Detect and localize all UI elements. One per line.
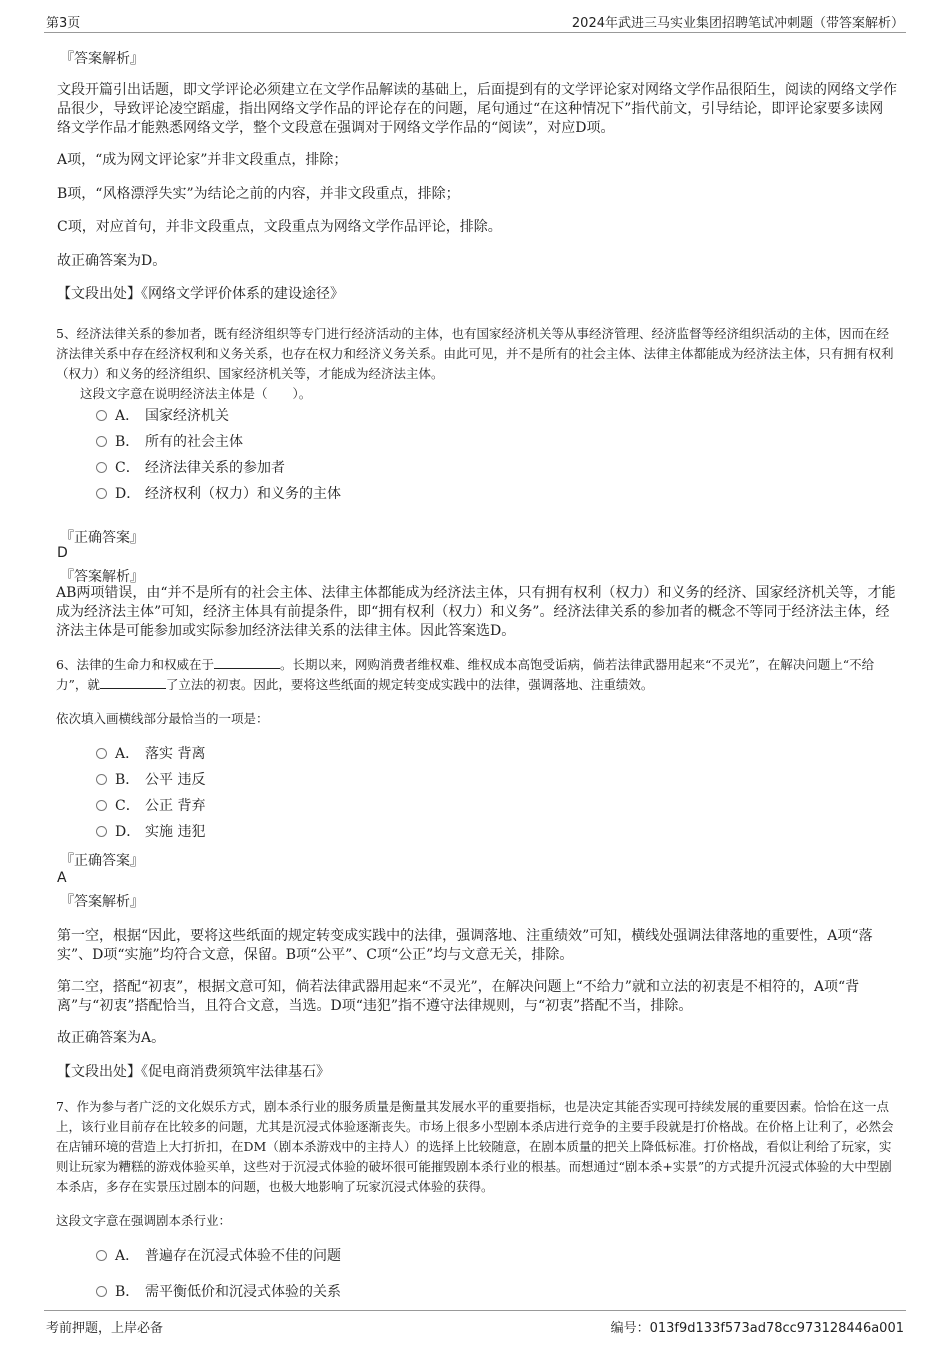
- analysis-option-c: C项，对应首句，并非文段重点，文段重点为网络文学作品评论，排除。: [57, 219, 502, 235]
- answer-label: 『正确答案』: [60, 853, 144, 869]
- radio-icon[interactable]: [96, 462, 107, 473]
- radio-icon[interactable]: [96, 436, 107, 447]
- radio-icon[interactable]: [96, 774, 107, 785]
- question-6-ask: 依次填入画横线部分最恰当的一项是：: [56, 711, 269, 726]
- answer-value: A: [57, 870, 67, 886]
- question-5-ask: 这段文字意在说明经济法主体是（ ）。: [80, 386, 312, 401]
- radio-icon[interactable]: [96, 488, 107, 499]
- q6-option-b[interactable]: B． 公平 违反: [96, 770, 205, 790]
- analysis-option-b: B项，“风格漂浮失实”为结论之前的内容，并非文段重点，排除；: [57, 186, 460, 202]
- question-5-stem: 5、经济法律关系的参加者，既有经济组织等专门进行经济活动的主体，也有国家经济机关等从事经济管理、经济监督等经济组织活动的主体，因而在经济法律关系中存在经济权利和义务关系，也存在权力和经济义务关系。由此可见，并不是所有的社会主体、法律主体都能成为经济法主体，只有拥有权利（权力）和义务的经济组织、国家经济机关等，才能成为经济法主体。: [56, 326, 894, 381]
- q5-option-c[interactable]: C． 经济法律关系的参加者: [96, 458, 285, 478]
- analysis-paragraph: 文段开篇引出话题，即文学评论必须建立在文学作品解读的基础上，后面提到有的文学评论家对网络文学作品很陌生，阅读的网络文学作品很少，导致评论凌空蹈虚，指出网络文学作品的评论存在的问题，尾句通过“在这种情况下”指代前文，引导结论，即评论家要多读网络文学作品才能熟悉网络文学，整个文段意在强调对于网络文学作品的“阅读”，对应D项。: [57, 82, 897, 136]
- conclusion: 故正确答案为D。: [57, 253, 167, 269]
- radio-icon[interactable]: [96, 1286, 107, 1297]
- blank-line: [214, 656, 280, 669]
- q7-option-a[interactable]: A． 普遍存在沉浸式体验不佳的问题: [96, 1246, 341, 1266]
- analysis-label: 『答案解析』: [60, 51, 144, 67]
- question-6-stem: 6、法律的生命力和权威在于 。长期以来，网购消费者维权难、维权成本高饱受诟病，倘若法律武器用起来“不灵光”，在解决问题上“不给力”，就 了立法的初衷。因此，要将这些纸面的规定转变成实践中的法律，强调落地、注重绩效。: [56, 657, 875, 692]
- document-title: 2024年武进三马实业集团招聘笔试冲刺题（带答案解析）: [571, 16, 904, 31]
- q5-option-d[interactable]: D． 经济权利（权力）和义务的主体: [96, 484, 341, 504]
- blank-line: [100, 676, 166, 689]
- page-footer: [44, 1310, 906, 1339]
- analysis-option-a: A项，“成为网文评论家”并非文段重点，排除；: [57, 152, 348, 168]
- analysis-paragraph: 第一空，根据“因此，要将这些纸面的规定转变成实践中的法律，强调落地、注重绩效”可知，横线处强调法律落地的重要性，A项“落实”、D项“实施”均符合文意，保留。B项“公平”、C项“公正”均与文意无关，排除。: [57, 928, 873, 963]
- radio-icon[interactable]: [96, 826, 107, 837]
- radio-icon[interactable]: [96, 1250, 107, 1261]
- analysis-label: 『答案解析』: [60, 894, 144, 910]
- page-header: [44, 8, 906, 33]
- conclusion: 故正确答案为A。: [57, 1030, 166, 1046]
- q6-option-d[interactable]: D． 实施 违犯: [96, 822, 205, 842]
- radio-icon[interactable]: [96, 748, 107, 759]
- q5-option-a[interactable]: A． 国家经济机关: [96, 406, 229, 426]
- analysis-label: 『答案解析』: [60, 569, 144, 585]
- page-number: 第3页: [46, 16, 81, 31]
- answer-label: 『正确答案』: [60, 530, 144, 546]
- answer-value: D: [57, 545, 68, 561]
- analysis-paragraph: 第二空，搭配“初衷”，根据文意可知，倘若法律武器用起来“不灵光”，在解决问题上“不给力”就和立法的初衷是不相符的，A项“背离”与“初衷”搭配恰当，且符合文意，当选。D项“违犯”指不遵守法律规则，与“初衷”搭配不当，排除。: [57, 979, 860, 1014]
- analysis-paragraph: AB两项错误，由“并不是所有的社会主体、法律主体都能成为经济法主体，只有拥有权利（权力）和义务的经济、国家经济机关等，才能成为经济法主体”可知，经济主体具有前提条件，即“拥有权利（权力）和义务”。经济法律关系的参加者的概念不等同于经济法主体，经济法主体是可能参加或实际参加经济法律关系的法律主体。因此答案选D。: [56, 585, 896, 639]
- source: 【文段出处】《网络文学评价体系的建设途径》: [57, 286, 344, 302]
- q6-option-a[interactable]: A． 落实 背离: [96, 744, 205, 764]
- source: 【文段出处】《促电商消费须筑牢法律基石》: [57, 1064, 330, 1080]
- footer-slogan: 考前押题，上岸必备: [46, 1321, 164, 1336]
- question-7-stem: 7、作为参与者广泛的文化娱乐方式，剧本杀行业的服务质量是衡量其发展水平的重要指标，也是决定其能否实现可持续发展的重要因素。恰恰在这一点上，该行业目前存在比较多的问题，尤其是沉浸式体验逐渐丧失。市场上很多小型剧本杀店进行竞争的主要手段就是打价格战。在价格上让利了，必然会在店铺环境的营造上大打折扣，在DM（剧本杀游戏中的主持人）的选择上比较随意，在剧本质量的把关上降低标准。打价格战，看似让利给了玩家，实则让玩家为糟糕的游戏体验买单，这些对于沉浸式体验的破坏很可能摧毁剧本杀行业的根基。而想通过“剧本杀+实景”的方式提升沉浸式体验的大中型剧本杀店，多存在实景压过剧本的问题，也极大地影响了玩家沉浸式体验的获得。: [56, 1099, 894, 1194]
- q5-option-b[interactable]: B． 所有的社会主体: [96, 432, 243, 452]
- q7-option-b[interactable]: B． 需平衡低价和沉浸式体验的关系: [96, 1282, 341, 1302]
- radio-icon[interactable]: [96, 410, 107, 421]
- document-id: 编号：013f9d133f573ad78cc973128446a001: [610, 1321, 904, 1336]
- question-7-ask: 这段文字意在强调剧本杀行业：: [56, 1213, 232, 1228]
- q6-option-c[interactable]: C． 公正 背弃: [96, 796, 205, 816]
- radio-icon[interactable]: [96, 800, 107, 811]
